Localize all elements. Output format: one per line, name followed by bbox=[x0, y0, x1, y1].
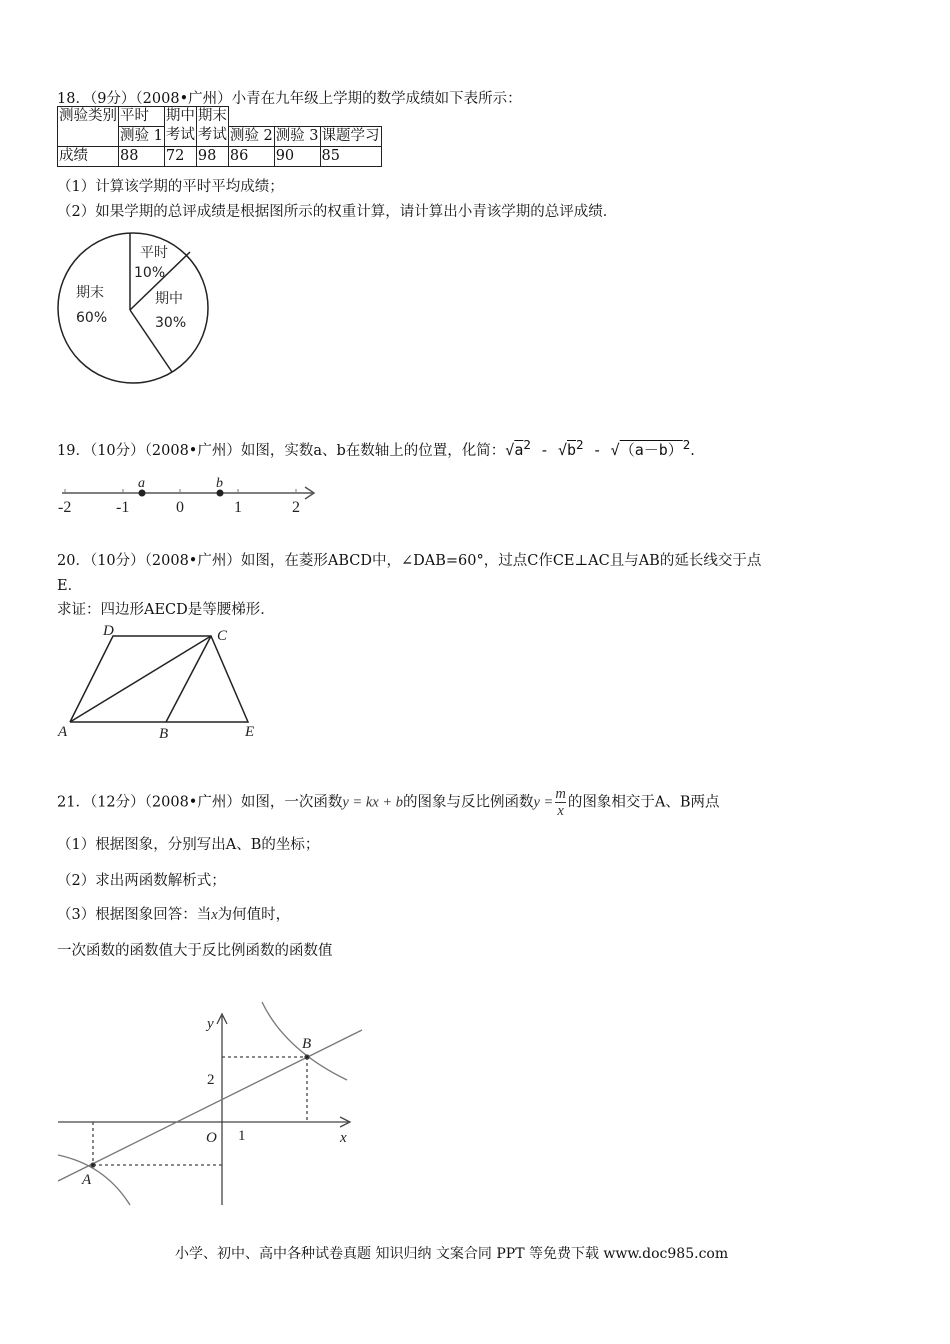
label-B: B bbox=[159, 726, 169, 742]
tick-label: -1 bbox=[116, 499, 130, 516]
q21-part2: （2）求出两函数解析式； bbox=[57, 873, 226, 889]
y-tick-label: 2 bbox=[207, 1072, 215, 1088]
score-cell: 86 bbox=[228, 147, 274, 167]
pie-pct-regular: 10% bbox=[134, 265, 166, 281]
th-midterm: 期中 考试 bbox=[164, 107, 196, 147]
th-final: 期末 考试 bbox=[196, 107, 228, 147]
pie-label-final: 期末 bbox=[76, 285, 104, 301]
pie-label-mid: 期中 bbox=[155, 291, 183, 307]
number-line bbox=[58, 476, 314, 516]
pie-chart bbox=[58, 233, 208, 383]
tick-label: 1 bbox=[234, 499, 242, 516]
rhombus-figure bbox=[70, 636, 248, 722]
linear-function-line bbox=[58, 1030, 362, 1181]
pie-pct-mid: 30% bbox=[155, 315, 187, 331]
sqrt-icon: √ bbox=[505, 441, 515, 459]
q21-part4: 一次函数的函数值大于反比例函数的函数值 bbox=[57, 943, 333, 959]
x-tick-label: 1 bbox=[238, 1128, 246, 1144]
label-C: C bbox=[217, 628, 228, 644]
label-A: A bbox=[82, 1172, 92, 1188]
label-a: a bbox=[138, 476, 145, 491]
q20-line1: 20．（10分）（2008•广州）如图，在菱形ABCD中，∠DAB=60°，过点C作CE⊥AC且与AB的延长线交于点 bbox=[57, 553, 762, 569]
score-cell: 98 bbox=[196, 147, 228, 167]
label-E: E bbox=[245, 724, 255, 740]
tick-label: 0 bbox=[176, 499, 184, 516]
th-test2: 测验 2 bbox=[228, 127, 274, 147]
q20-line2: E． bbox=[57, 578, 83, 594]
score-cell: 88 bbox=[119, 147, 165, 167]
q21-header: 21．（12分）（2008•广州）如图，一次函数y = kx + b的图象与反比例函数y = $\frac{m}{x}$ 的图象相交于A、B两点 bbox=[57, 786, 720, 819]
tick-label: 2 bbox=[292, 499, 300, 516]
origin-label: O bbox=[206, 1130, 217, 1146]
th-regular: 平时 bbox=[119, 107, 165, 127]
label-A: A bbox=[58, 724, 68, 740]
score-cell: 72 bbox=[164, 147, 196, 167]
score-cell: 85 bbox=[320, 147, 381, 167]
label-B: B bbox=[302, 1036, 312, 1052]
label-b: b bbox=[216, 476, 223, 491]
pie-label-regular: 平时 bbox=[140, 245, 168, 261]
tick-label: -2 bbox=[58, 499, 72, 516]
footer: 小学、初中、高中各种试卷真题 知识归纳 文案合同 PPT 等免费下载 www.doc985.com bbox=[175, 1246, 729, 1262]
pie-pct-final: 60% bbox=[76, 310, 108, 326]
th-test3: 测验 3 bbox=[274, 127, 320, 147]
function-graph bbox=[58, 1002, 362, 1205]
score-cell: 90 bbox=[274, 147, 320, 167]
q19-header: 19．（10分）（2008•广州）如图，实数a、b在数轴上的位置，化简：$√a^2 - √b^2 - √(a-b)^2$. bbox=[57, 437, 695, 459]
row-label: 成绩 bbox=[58, 147, 119, 167]
q20-line3: 求证：四边形AECD是等腰梯形． bbox=[57, 602, 275, 618]
th-project: 课题学习 bbox=[320, 127, 381, 147]
q18-header: 18．（9分）（2008•广州）小青在九年级上学期的数学成绩如下表所示： bbox=[57, 91, 522, 107]
q18-part2: （2）如果学期的总评成绩是根据图所示的权重计算，请计算出小青该学期的总评成绩． bbox=[57, 204, 618, 220]
label-D: D bbox=[103, 623, 114, 639]
q21-part3: （3）根据图象回答：当x为何值时， bbox=[57, 907, 291, 923]
th-category: 测验类别 bbox=[58, 107, 119, 147]
y-axis-label: y bbox=[207, 1016, 214, 1032]
x-axis-label: x bbox=[340, 1130, 347, 1146]
th-test1: 测验 1 bbox=[119, 127, 165, 147]
q18-part1: （1）计算该学期的平时平均成绩； bbox=[57, 179, 284, 195]
q21-part1: （1）根据图象，分别写出A、B的坐标； bbox=[57, 837, 320, 853]
